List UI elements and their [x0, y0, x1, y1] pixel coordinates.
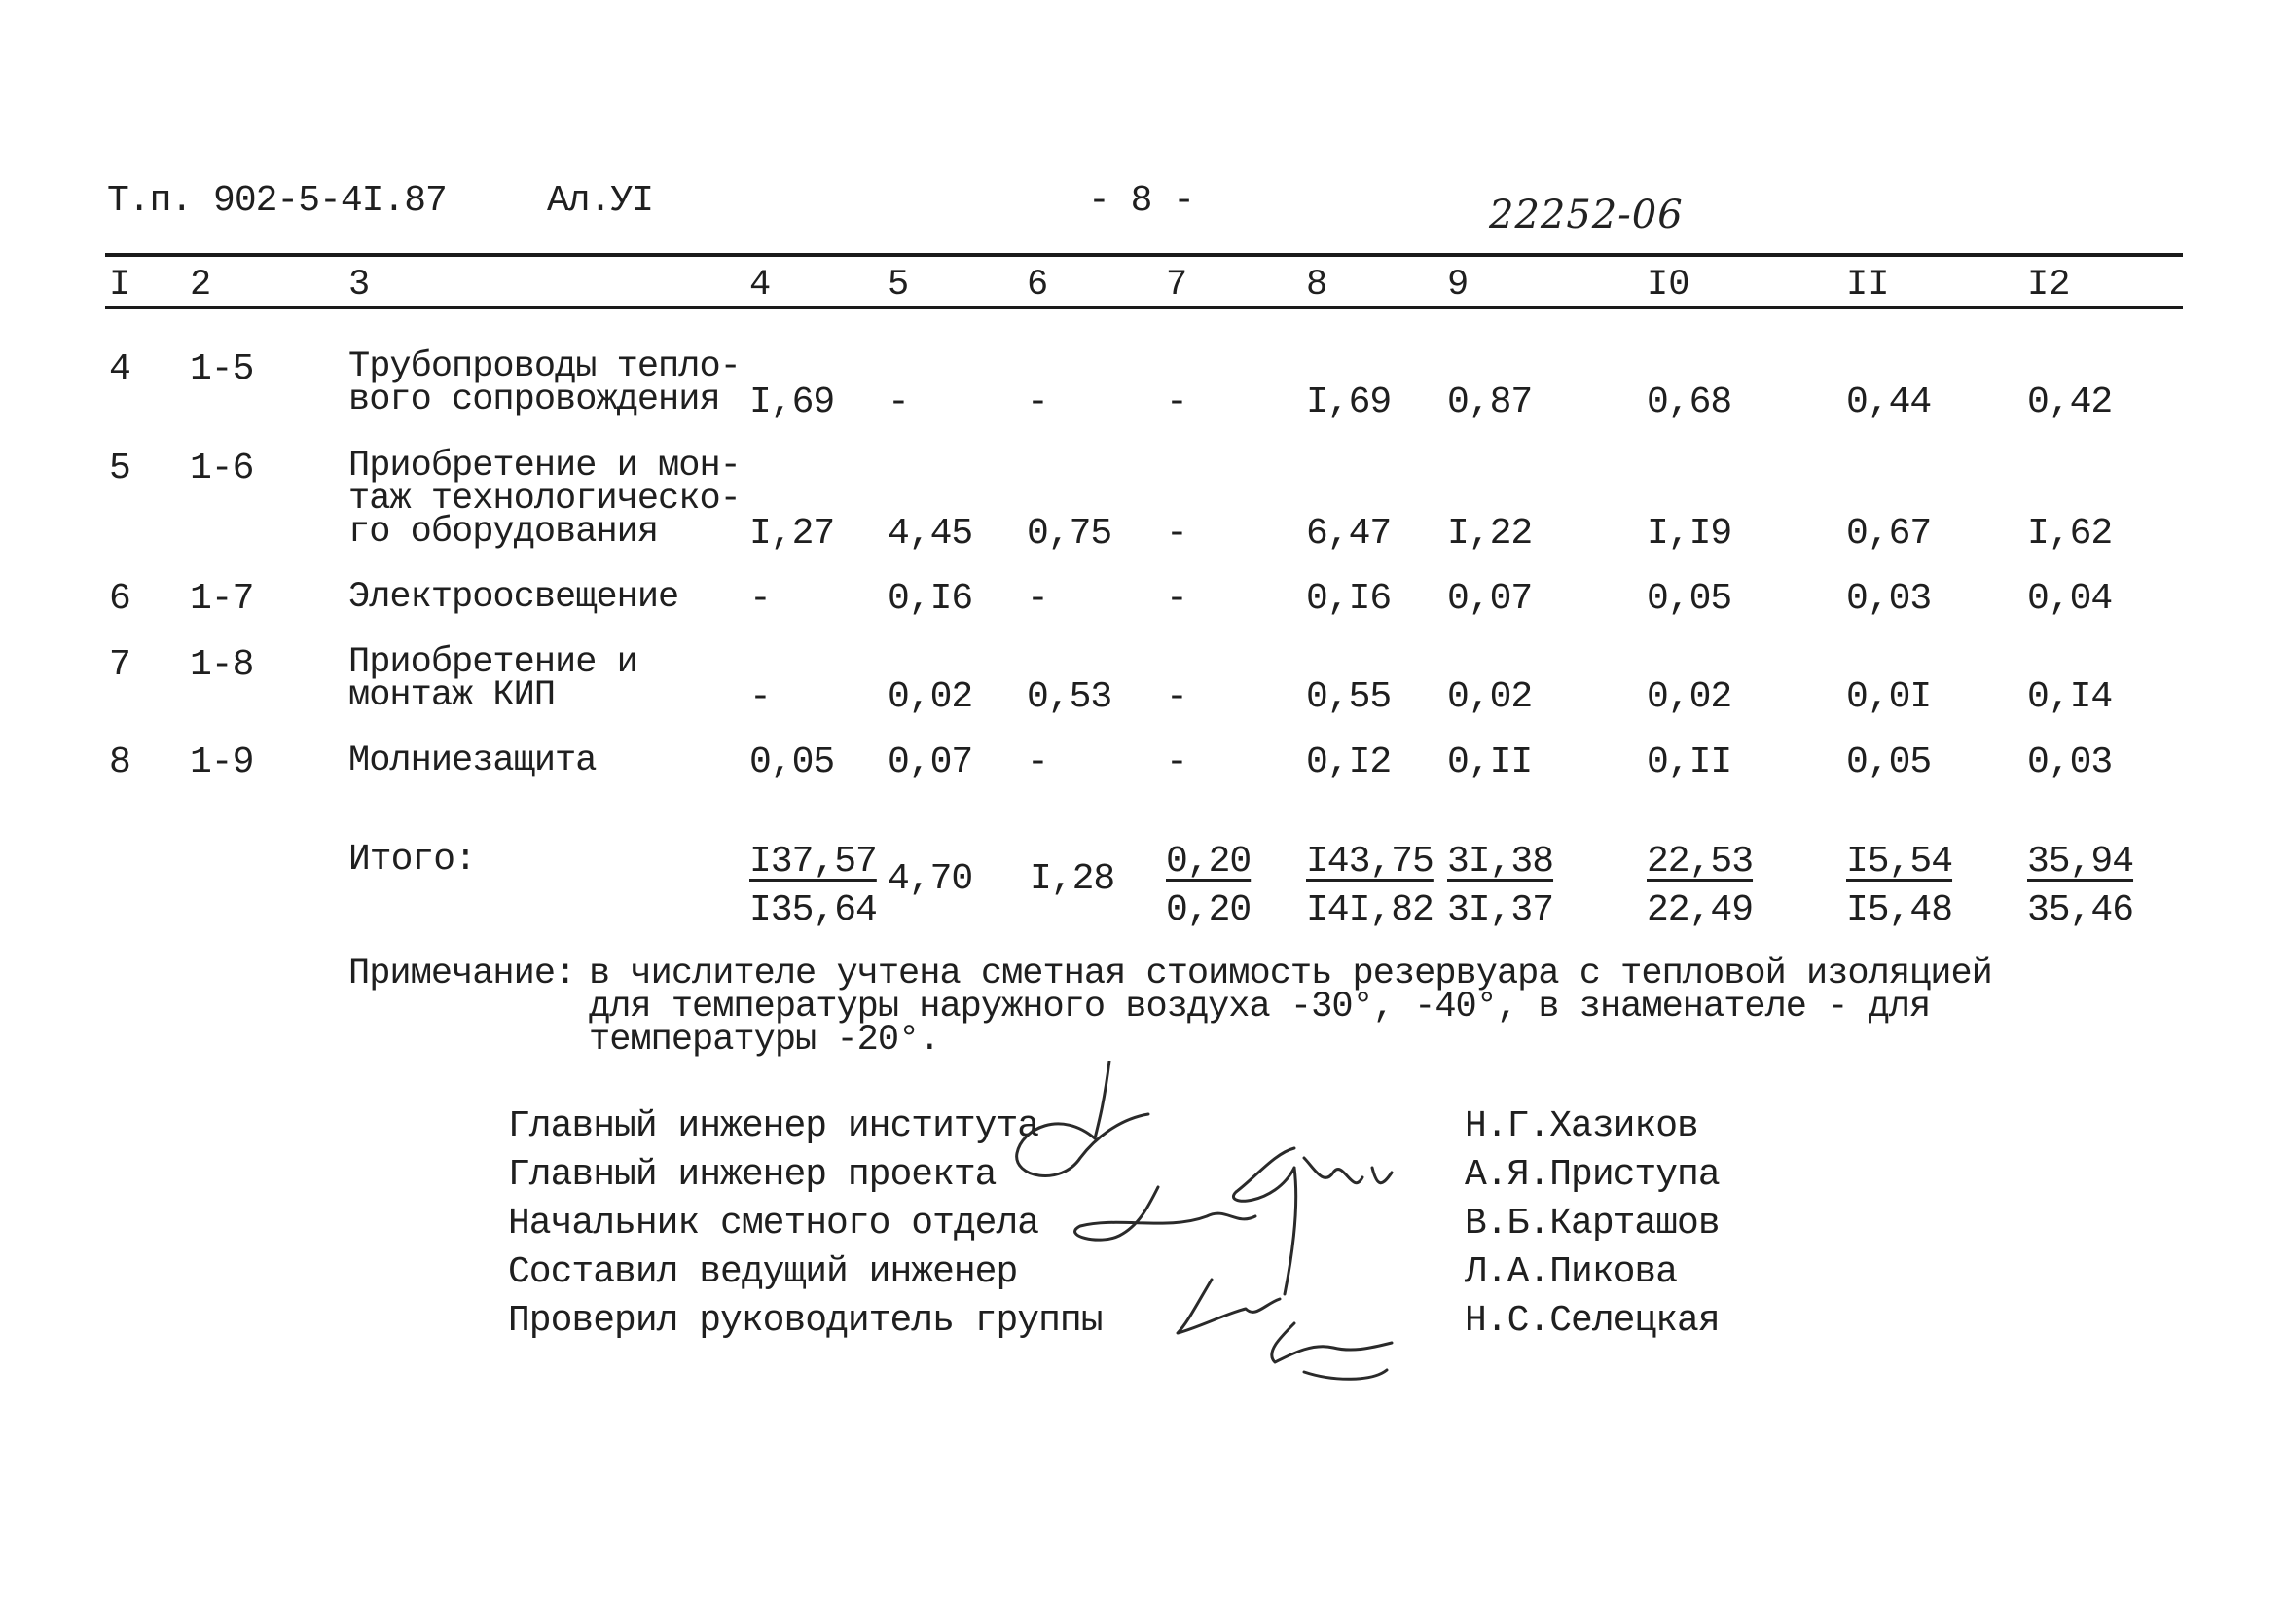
- value-cell: 0,02: [1647, 676, 1732, 718]
- value-cell: -: [1166, 676, 1187, 718]
- column-number: 6: [1027, 265, 1049, 306]
- note-line: в числителе учтена сметная стоимость резервуара с тепловой изоляцией: [589, 954, 1992, 994]
- value-cell: -: [1027, 741, 1048, 783]
- total-denominator: 0,20: [1166, 889, 1252, 931]
- signatory-name: В.Б.Карташов: [1465, 1203, 1720, 1245]
- value-cell: -: [1027, 381, 1048, 423]
- row-code: 1-6: [190, 448, 254, 489]
- note-label: Примечание:: [348, 954, 576, 994]
- value-cell: -: [1166, 578, 1187, 620]
- value-cell: 0,I4: [2027, 676, 2113, 718]
- row-code: 1-7: [190, 578, 254, 620]
- note-line: для температуры наружного воздуха -30°, -40°, в знаменателе - для: [589, 987, 1931, 1028]
- column-number: 4: [749, 265, 772, 306]
- row-number: 5: [109, 448, 130, 489]
- column-number: I2: [2027, 265, 2071, 306]
- value-cell: -: [1166, 741, 1187, 783]
- value-cell: 0,II: [1447, 741, 1533, 783]
- value-cell: 0,44: [1846, 381, 1932, 423]
- signatory-name: Л.А.Пикова: [1465, 1251, 1678, 1293]
- page-number: - 8 -: [1088, 180, 1195, 222]
- signatory-name: А.Я.Приступа: [1465, 1154, 1720, 1196]
- total-numerator: 35,94: [2027, 841, 2134, 883]
- row-name-line: монтаж КИП: [348, 675, 556, 716]
- signatory-role: Главный инженер института: [508, 1105, 1039, 1147]
- total-denominator: I35,64: [749, 889, 877, 931]
- column-number: I0: [1647, 265, 1690, 306]
- column-number: 2: [190, 265, 212, 306]
- signatory-role: Проверил руководитель группы: [508, 1300, 1103, 1342]
- doc-code: Т.п. 902-5-4I.87: [107, 180, 447, 222]
- value-cell: 0,67: [1846, 513, 1932, 555]
- total-denominator: 22,49: [1647, 889, 1754, 931]
- value-cell: 0,75: [1027, 513, 1112, 555]
- table-top-rule: [105, 253, 2183, 257]
- total-numerator: I37,57: [749, 841, 877, 883]
- value-cell: 0,I6: [1306, 578, 1392, 620]
- value-cell: I,I9: [1647, 513, 1732, 555]
- value-cell: 0,42: [2027, 381, 2113, 423]
- total-numerator: 22,53: [1647, 841, 1754, 883]
- column-number: 3: [348, 265, 371, 306]
- row-name-line: таж технологическо-: [348, 479, 741, 520]
- value-cell: 0,68: [1647, 381, 1732, 423]
- row-code: 1-8: [190, 644, 254, 686]
- value-cell: 0,I6: [888, 578, 973, 620]
- signatory-role: Начальник сметного отдела: [508, 1203, 1039, 1245]
- value-cell: 4,45: [888, 513, 973, 555]
- handwritten-signatures: [1002, 1061, 1470, 1382]
- row-name-line: Трубопроводы тепло-: [348, 346, 741, 387]
- value-cell: 6,47: [1306, 513, 1392, 555]
- value-cell: 0,0I: [1846, 676, 1932, 718]
- row-name-line: Электроосвещение: [348, 577, 679, 618]
- value-cell: 0,03: [2027, 741, 2113, 783]
- row-name-line: Приобретение и мон-: [348, 446, 741, 487]
- column-number: 5: [888, 265, 910, 306]
- value-cell: -: [749, 676, 771, 718]
- value-cell: 0,I2: [1306, 741, 1392, 783]
- signatory-role: Главный инженер проекта: [508, 1154, 997, 1196]
- column-number: 9: [1447, 265, 1470, 306]
- column-number: 7: [1166, 265, 1188, 306]
- value-cell: 0,03: [1846, 578, 1932, 620]
- total-denominator: 3I,37: [1447, 889, 1554, 931]
- table-header-rule: [105, 306, 2183, 309]
- signatory-name: Н.Г.Хазиков: [1465, 1105, 1698, 1147]
- handwritten-number: 22252-06: [1489, 193, 1684, 237]
- row-number: 7: [109, 644, 130, 686]
- value-cell: I,62: [2027, 513, 2113, 555]
- total-numerator: I5,54: [1846, 841, 1953, 883]
- value-cell: I,27: [749, 513, 835, 555]
- value-cell: -: [749, 578, 771, 620]
- total-value: 4,70: [888, 858, 973, 900]
- row-code: 1-9: [190, 741, 254, 783]
- signatory-role: Составил ведущий инженер: [508, 1251, 1018, 1293]
- value-cell: 0,02: [888, 676, 973, 718]
- column-number: 8: [1306, 265, 1328, 306]
- column-number: II: [1846, 265, 1890, 306]
- total-denominator: 35,46: [2027, 889, 2134, 931]
- total-denominator: I4I,82: [1306, 889, 1434, 931]
- value-cell: 0,04: [2027, 578, 2113, 620]
- value-cell: 0,87: [1447, 381, 1533, 423]
- value-cell: I,22: [1447, 513, 1533, 555]
- value-cell: I,69: [749, 381, 835, 423]
- total-numerator: 3I,38: [1447, 841, 1554, 883]
- value-cell: 0,07: [888, 741, 973, 783]
- row-number: 8: [109, 741, 130, 783]
- row-name-line: Молниезащита: [348, 740, 597, 781]
- note-line: температуры -20°.: [589, 1020, 940, 1061]
- value-cell: -: [1166, 513, 1187, 555]
- total-numerator: I43,75: [1306, 841, 1434, 883]
- column-number: I: [109, 265, 131, 306]
- value-cell: 0,07: [1447, 578, 1533, 620]
- album-label: Ал.УI: [547, 180, 654, 222]
- value-cell: -: [1166, 381, 1187, 423]
- total-denominator: I5,48: [1846, 889, 1953, 931]
- row-name-line: вого сопровождения: [348, 379, 720, 420]
- value-cell: 0,05: [1647, 578, 1732, 620]
- value-cell: 0,05: [1846, 741, 1932, 783]
- value-cell: -: [1027, 578, 1048, 620]
- row-number: 6: [109, 578, 130, 620]
- total-label: Итого:: [348, 839, 476, 881]
- total-value: I,28: [1030, 858, 1115, 900]
- row-name-line: го оборудования: [348, 512, 659, 553]
- value-cell: -: [888, 381, 909, 423]
- row-code: 1-5: [190, 348, 254, 390]
- value-cell: 0,53: [1027, 676, 1112, 718]
- value-cell: 0,02: [1447, 676, 1533, 718]
- value-cell: I,69: [1306, 381, 1392, 423]
- row-number: 4: [109, 348, 130, 390]
- value-cell: 0,05: [749, 741, 835, 783]
- value-cell: 0,II: [1647, 741, 1732, 783]
- total-numerator: 0,20: [1166, 841, 1252, 883]
- value-cell: 0,55: [1306, 676, 1392, 718]
- signatory-name: Н.С.Селецкая: [1465, 1300, 1720, 1342]
- row-name-line: Приобретение и: [348, 642, 637, 683]
